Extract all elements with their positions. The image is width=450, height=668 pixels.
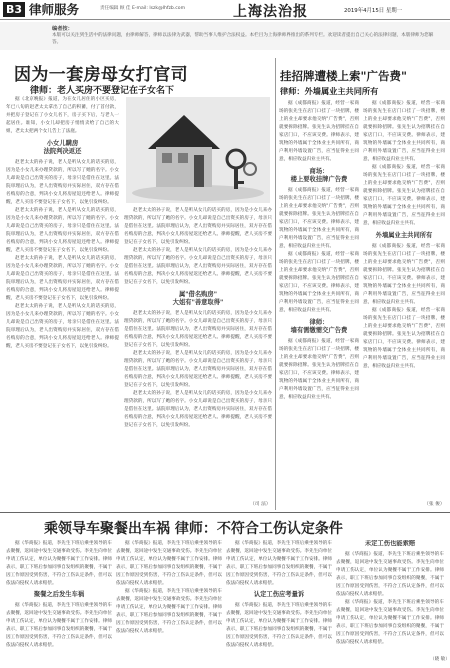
editor-note-label: 编者按：: [52, 26, 73, 32]
article2-column-2: [363, 100, 445, 508]
article2-section-2: 楼上要收挂牌广告费: [290, 176, 348, 183]
editor-line: 责任编辑 顾 佳 E-mail: lszk@lhfzb.com: [100, 6, 186, 11]
article3-section-3: 未定工伤也能索赔: [364, 540, 416, 547]
article3-body-5: 据《华商报》报道，李先生下班后乘坐领导的车去聚餐，返回途中发生交通事故受伤。李先生向单位申请工伤认定，单位认为聚餐不属于工作安排。律师表示，职工下班后参加同事自发组织的聚餐，不属于因工作原因受到伤害，不符合工伤认定条件，但可以依法向侵权人请求赔偿。: [226, 541, 332, 586]
masthead: 上海法治报: [233, 4, 308, 20]
article3-body-6: 据《华商报》报道，李先生下班后乘坐领导的车去聚餐，返回途中发生交通事故受伤。李先生向单位申请工伤认定，单位认为聚餐不属于工作安排。律师表示，职工下班后参加同事自发组织的聚餐，不属于因工作原因受到伤害，不符合工伤认定条件，但可以依法向侵权人请求赔偿。: [226, 603, 332, 648]
article1-body-9: 赵老太太的孙子说，老人是听从女儿的话买的房，因为是小女儿来办理贷款的，所以写了她的名字。小女儿却说是自己出资买的房子，母亲只是借住在这里。法院审理后认为，老人出资购房并实际居住，双方存在借名购房的合意，判决小女儿将房屋返还给老人。律师提醒，老人买房不要登记在子女名下，以免引发纠纷。: [124, 391, 272, 428]
article1-body-8: 赵老太太的孙子说，老人是听从女儿的话买的房，因为是小女儿来办理贷款的，所以写了她的名字。小女儿却说是自己出资买的房子，母亲只是借住在这里。法院审理后认为，老人出资购房并实际居住，双方存在借名购房的合意，判决小女儿将房屋返还给老人。律师提醒，老人买房不要登记在子女名下，以免引发纠纷。: [124, 351, 272, 388]
article2-body-3: 据《成都商报》报道，经营一家商场的张先生在店门口挂了一块招牌，楼上的业主却要求他交纳"广告费"，否则就要拆除招牌。张先生认为招牌挂在自家店门口，不应该交费。律师表示，建筑物的外墙属于全体业主共同所有，商户利用外墙设置广告，应当征得业主同意，相应收益归业主共有。: [279, 252, 359, 313]
article2-section-3: 律师：: [309, 319, 329, 326]
article2-section-1: 商场：: [309, 168, 329, 175]
article3-body-7: 据《华商报》报道，李先生下班后乘坐领导的车去聚餐，返回途中发生交通事故受伤。李先生向单位申请工伤认定，单位认为聚餐不属于工作安排。律师表示，职工下班后参加同事自发组织的聚餐，不属于因工作原因受到伤害，不符合工伤认定条件，但可以依法向侵权人请求赔偿。: [336, 552, 444, 597]
article3-column-3: [226, 540, 332, 662]
article2-body-6: 据《成都商报》报道，经营一家商场的张先生在店门口挂了一块招牌，楼上的业主却要求他交纳"广告费"，否则就要拆除招牌。张先生认为招牌挂在自家店门口，不应该交费。律师表示，建筑物的外墙属于全体业主共同所有，商户利用外墙设置广告，应当征得业主同意，相应收益归业主共有。: [363, 165, 445, 226]
horizontal-divider: [0, 512, 450, 513]
article1-section-1: 小女儿瞒房: [46, 140, 79, 147]
article1-body-4: 赵老太太的孙子说，老人是听从女儿的话买的房，因为是小女儿来办理贷款的，所以写了她的名字。小女儿却说是自己出资买的房子，母亲只是借住在这里。法院审理后认为，老人出资购房并实际居住，双方存在借名购房的合意，判决小女儿将房屋返还给老人。律师提醒，老人买房不要登记在子女名下，以免引发纠纷。: [6, 304, 119, 349]
article2-body-8: 据《成都商报》报道，经营一家商场的张先生在店门口挂了一块招牌，楼上的业主却要求他交纳"广告费"，否则就要拆除招牌。张先生认为招牌挂在自家店门口，不应该交费。律师表示，建筑物的外墙属于全体业主共同所有，商户利用外墙设置广告，应当征得业主同意，相应收益归业主共有。: [363, 308, 445, 369]
article2-body-7: 据《成都商报》报道，经营一家商场的张先生在店门口挂了一块招牌，楼上的业主却要求他交纳"广告费"，否则就要拆除招牌。张先生认为招牌挂在自家店门口，不应该交费。律师表示，建筑物的外墙属于全体业主共同所有，商户利用外墙设置广告，应当征得业主同意，相应收益归业主共有。: [363, 244, 445, 305]
article1-body-6: 赵老太太的孙子说，老人是听从女儿的话买的房，因为是小女儿来办理贷款的，所以写了她的名字。小女儿却说是自己出资买的房子，母亲只是借住在这里。法院审理后认为，老人出资购房并实际居住，双方存在借名购房的合意，判决小女儿将房屋返还给老人。律师提醒，老人买房不要登记在子女名下，以免引发纠纷。: [124, 248, 272, 285]
article2-subtitle: 律师：外墙属业主共同所有: [280, 86, 379, 96]
article1-subtitle: 律师：老人买房不要登记在子女名下: [30, 86, 175, 96]
article3-body-4: 据《华商报》报道，李先生下班后乘坐领导的车去聚餐，返回途中发生交通事故受伤。李先生向单位申请工伤认定，单位认为聚餐不属于工作安排。律师表示，职工下班后参加同事自发组织的聚餐，不属于因工作原因受到伤害，不符合工伤认定条件，但可以依法向侵权人请求赔偿。: [116, 589, 222, 634]
house-keys-photo: [126, 97, 270, 203]
article3-body-2: 据《华商报》报道，李先生下班后乘坐领导的车去聚餐，返回途中发生交通事故受伤。李先生向单位申请工伤认定，单位认为聚餐不属于工作安排。律师表示，职工下班后参加同事自发组织的聚餐，不属于因工作原因受到伤害，不符合工伤认定条件，但可以依法向侵权人请求赔偿。: [6, 603, 112, 648]
article1-author: （司 法）: [250, 502, 271, 507]
article1-intro: 据《北京晚报》报道，为在女儿居住的小区买房，年已八旬的赵老太太拿出了自己的积蓄，付了首付款，并把房子登记在了小女儿名下，房子买下后，与老人一起居住。谁知，小女儿却把房子悄悄卖给了自己的大姐，老太太把两个女儿告上了法庭。: [6, 97, 119, 134]
article2-body-1: 据《成都商报》报道，经营一家商场的张先生在店门口挂了一块招牌，楼上的业主却要求他交纳"广告费"，否则就要拆除招牌。张先生认为招牌挂在自家店门口，不应该交费。律师表示，建筑物的外墙属于全体业主共同所有，商户利用外墙设置广告，应当征得业主同意，相应收益归业主共有。: [279, 101, 359, 162]
article1-section-4: 大姐有"善意取得": [172, 299, 224, 306]
article2-body-4: 据《成都商报》报道，经营一家商场的张先生在店门口挂了一块招牌，楼上的业主却要求他交纳"广告费"，否则就要拆除招牌。张先生认为招牌挂在自家店门口，不应该交费。律师表示，建筑物的外墙属于全体业主共同所有，商户利用外墙设置广告，应当征得业主同意，相应收益归业主共有。: [279, 339, 359, 400]
article3-section-1: 聚餐之后发生车祸: [33, 591, 85, 598]
article1-body-7: 赵老太太的孙子说，老人是听从女儿的话买的房，因为是小女儿来办理贷款的，所以写了她的名字。小女儿却说是自己出资买的房子，母亲只是借住在这里。法院审理后认为，老人出资购房并实际居住，双方存在借名购房的合意，判决小女儿将房屋返还给老人。律师提醒，老人买房不要登记在子女名下，以免引发纠纷。: [124, 311, 272, 348]
page-number-badge: B3: [3, 2, 25, 17]
article3-column-4: [336, 540, 444, 654]
article2-section-5: 外墙属业主共同所有: [375, 232, 433, 239]
article3-title: 乘领导车聚餐出车祸 律师：不符合工伤认定条件: [44, 521, 343, 537]
article2-title: 挂招牌遭楼上索"广告费": [280, 69, 407, 83]
article3-body-1: 据《华商报》报道，李先生下班后乘坐领导的车去聚餐，返回途中发生交通事故受伤。李先生向单位申请工伤认定，单位认为聚餐不属于工作安排。律师表示，职工下班后参加同事自发组织的聚餐，不属于因工作原因受到伤害，不符合工伤认定条件，但可以依法向侵权人请求赔偿。: [6, 541, 112, 586]
article2-section-4: 墙有需缴需交广告费: [290, 327, 348, 334]
article2-body-5: 据《成都商报》报道，经营一家商场的张先生在店门口挂了一块招牌，楼上的业主却要求他交纳"广告费"，否则就要拆除招牌。张先生认为招牌挂在自家店门口，不应该交费。律师表示，建筑物的外墙属于全体业主共同所有，商户利用外墙设置广告，应当征得业主同意，相应收益归业主共有。: [363, 101, 445, 162]
article1-body-5: 赵老太太的孙子说，老人是听从女儿的话买的房，因为是小女儿来办理贷款的，所以写了她的名字。小女儿却说是自己出资买的房子，母亲只是借住在这里。法院审理后认为，老人出资购房并实际居住，双方存在借名购房的合意，判决小女儿将房屋返还给老人。律师提醒，老人买房不要登记在子女名下，以免引发纠纷。: [124, 208, 272, 245]
section-title: 律师服务: [29, 2, 80, 17]
article1-body-2: 赵老太太的孙子说，老人是听从女儿的话买的房，因为是小女儿来办理贷款的，所以写了她的名字。小女儿却说是自己出资买的房子，母亲只是借住在这里。法院审理后认为，老人出资购房并实际居住，双方存在借名购房的合意，判决小女儿将房屋返还给老人。律师提醒，老人买房不要登记在子女名下，以免引发纠纷。: [6, 208, 119, 253]
article3-author: （晓 敏）: [430, 657, 450, 662]
article1-column-1: [6, 96, 119, 508]
article1-section-2: 法院判决返还: [43, 148, 82, 155]
article2-column-1: [279, 100, 359, 508]
article1-column-2: [124, 207, 272, 509]
column-divider: [275, 58, 276, 510]
article2-body-2: 据《成都商报》报道，经营一家商场的张先生在店门口挂了一块招牌，楼上的业主却要求他交纳"广告费"，否则就要拆除招牌。张先生认为招牌挂在自家店门口，不应该交费。律师表示，建筑物的外墙属于全体业主共同所有，商户利用外墙设置广告，应当征得业主同意，相应收益归业主共有。: [279, 188, 359, 249]
article3-body-8: 据《华商报》报道，李先生下班后乘坐领导的车去聚餐，返回途中发生交通事故受伤。李先生向单位申请工伤认定，单位认为聚餐不属于工作安排。律师表示，职工下班后参加同事自发组织的聚餐，不属于因工作原因受到伤害，不符合工伤认定条件，但可以依法向侵权人请求赔偿。: [336, 600, 444, 645]
article1-section-3: 属"借名购房": [178, 291, 218, 298]
article3-column-1: [6, 540, 112, 662]
article2-author: （张 俊）: [424, 502, 445, 507]
article1-body-1: 赵老太太的孙子说，老人是听从女儿的话买的房，因为是小女儿来办理贷款的，所以写了她的名字。小女儿却说是自己出资买的房子，母亲只是借住在这里。法院审理后认为，老人出资购房并实际居住，双方存在借名购房的合意，判决小女儿将房屋返还给老人。律师提醒，老人买房不要登记在子女名下，以免引发纠纷。: [6, 160, 119, 205]
article1-body-3: 赵老太太的孙子说，老人是听从女儿的话买的房，因为是小女儿来办理贷款的，所以写了她的名字。小女儿却说是自己出资买的房子，母亲只是借住在这里。法院审理后认为，老人出资购房并实际居住，双方存在借名购房的合意，判决小女儿将房屋返还给老人。律师提醒，老人买房不要登记在子女名下，以免引发纠纷。: [6, 256, 119, 301]
article1-title: 因为一套房母女打官司: [14, 65, 188, 85]
issue-date: 2019年4月15日 星期一: [344, 8, 403, 14]
article3-column-2: [116, 540, 222, 662]
page-header: [0, 0, 450, 20]
editor-note-text: 本版可以关注到生活中的法律问题，由律师解答，律师以法律为武器，帮助当事人维护合法权益。本栏目为上海律师界推出的系列专栏。欢迎读者提出自己关心的法律问题，本版律师为您解答。: [52, 33, 434, 45]
article3-body-3: 据《华商报》报道，李先生下班后乘坐领导的车去聚餐，返回途中发生交通事故受伤。李先生向单位申请工伤认定，单位认为聚餐不属于工作安排。律师表示，职工下班后参加同事自发组织的聚餐，不属于因工作原因受到伤害，不符合工伤认定条件，但可以依法向侵权人请求赔偿。: [116, 541, 222, 586]
article3-section-2: 认定工伤应考量诉: [253, 591, 305, 598]
